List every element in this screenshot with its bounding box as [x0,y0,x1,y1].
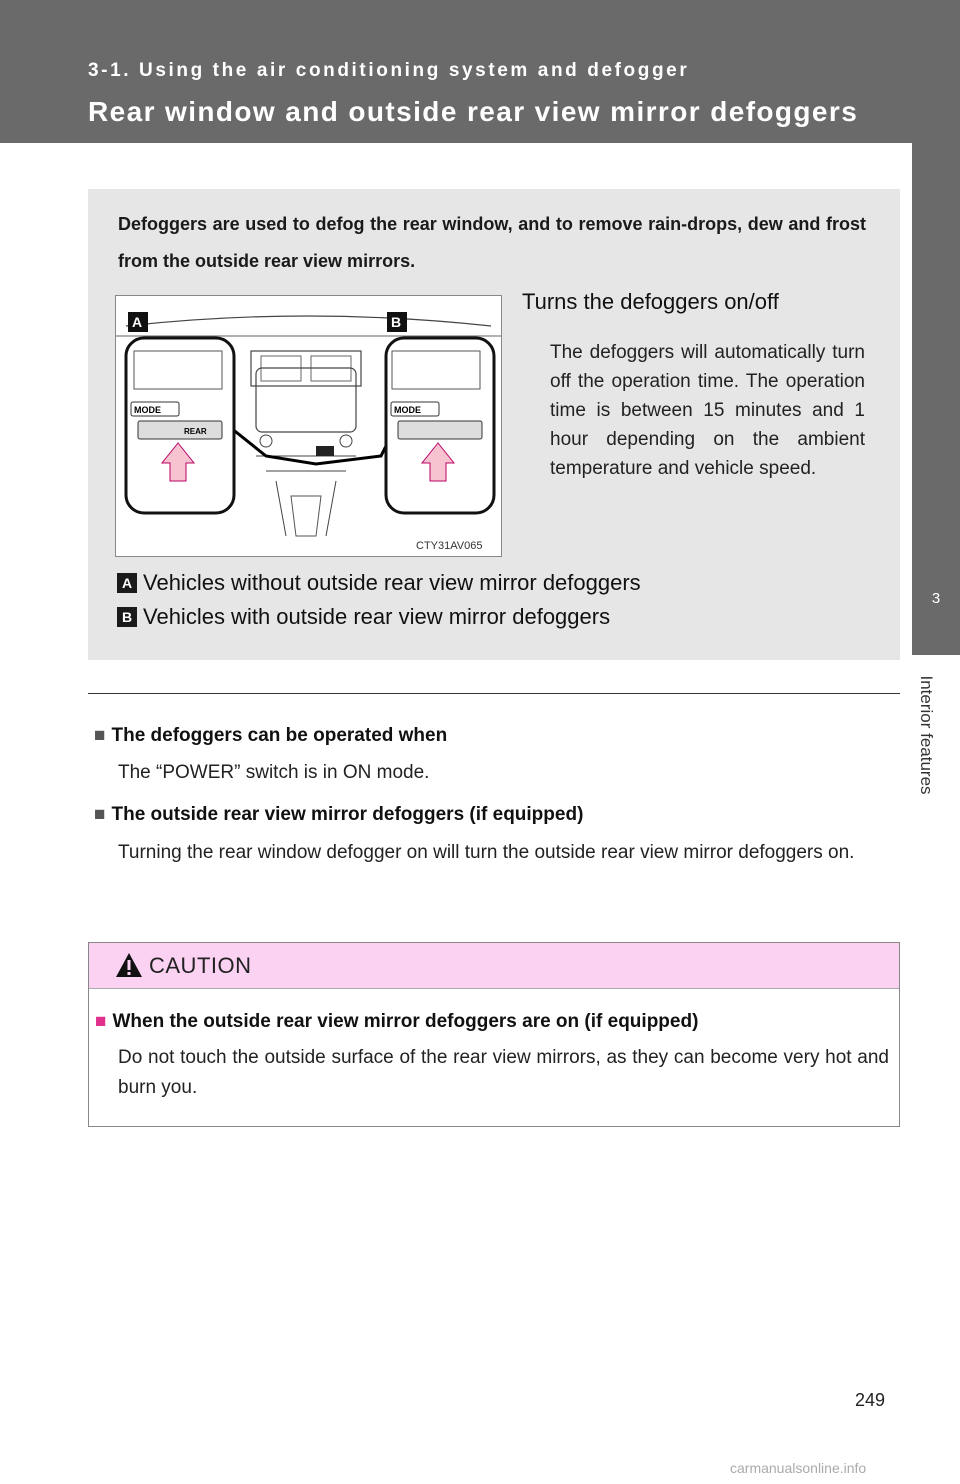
note-heading-text-1: The defoggers can be operated when [111,725,448,746]
variant-badge-a: A [117,573,137,593]
caution-heading [95,1011,698,1033]
note-heading-1 [94,725,447,747]
note-heading-text-2: The outside rear view mirror defoggers (if equipped) [111,804,584,825]
caution-title: CAUTION [149,953,252,978]
variant-text-b: Vehicles with outside rear view mirror defoggers [143,604,611,629]
intro-text: Defoggers are used to defog the rear window, and to remove rain-drops, dew and frost from the outside rear view mirrors. [118,214,866,271]
page-header [0,0,960,143]
bullet-square-icon: ■ [94,804,106,825]
divider [88,693,900,694]
note-heading-2 [94,804,583,826]
caution-body: Do not touch the outside surface of the rear view mirrors, as they can become very hot and burn you. [118,1047,889,1098]
chapter-label: Interior features [917,675,936,795]
caution-box [88,942,900,1127]
variant-b [117,604,610,630]
dashboard-illustration [115,295,502,557]
caution-header [89,943,899,989]
section-title: 3-1. Using the air conditioning system and defogger [88,60,690,81]
bullet-square-icon: ■ [95,1011,107,1032]
mode-label-b: MODE [394,405,421,415]
step-description: The defoggers will automatically turn off the operation time. The operation time is between 15 minutes and 1 hour depending on the ambient temperature and vehicle speed. [550,342,865,479]
figure-code: CTY31AV065 [416,540,483,552]
step-title: Turns the defoggers on/off [522,289,779,314]
dashboard-diagram [116,296,501,556]
page-title: Rear window and outside rear view mirror defoggers [88,96,859,127]
variant-text-a: Vehicles without outside rear view mirror defoggers [143,570,641,595]
note-body-2: Turning the rear window defogger on will turn the outside rear view mirror defoggers on. [118,842,855,863]
warning-triangle-icon [115,952,143,978]
watermark: carmanualsonline.info [730,1460,867,1476]
mode-label-a: MODE [134,405,161,415]
variant-a [117,570,641,596]
page-number: 249 [855,1390,886,1410]
caution-heading-text: When the outside rear view mirror defoggers are on (if equipped) [112,1011,699,1032]
variant-badge-b: B [117,607,137,627]
chapter-tab [912,143,960,655]
chapter-number: 3 [931,590,941,607]
figure-label-b: B [391,314,402,330]
rear-label: REAR [184,427,207,436]
figure-label-a: A [132,314,143,330]
note-body-1: The “POWER” switch is in ON mode. [118,762,430,783]
bullet-square-icon: ■ [94,725,106,746]
